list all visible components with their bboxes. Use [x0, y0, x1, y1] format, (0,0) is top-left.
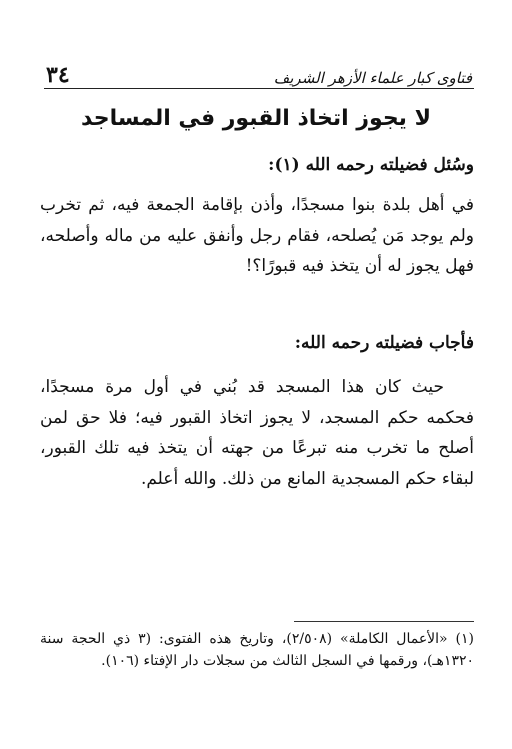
- page-number: ٣٤: [46, 62, 70, 88]
- chapter-title: لا يجوز اتخاذ القبور في المساجد: [81, 106, 431, 131]
- running-header: [46, 58, 472, 86]
- header-title: فتاوى كبار علماء الأزهر الشريف: [273, 69, 472, 87]
- question-label: وسُئل فضيلته رحمه الله (١):: [268, 155, 474, 175]
- answer-label: فأجاب فضيلته رحمه الله:: [294, 333, 474, 353]
- header-rule: [44, 88, 474, 89]
- question-text: في أهل بلدة بنوا مسجدًا، وأذن بإقامة الجمعة فيه، ثم تخرب ولم يوجد مَن يُصلحه، فقام رجل وأنفق عليه من ماله وأصلحه، فهل يجوز له أن يتخذ فيه قبورًا؟!: [40, 195, 474, 276]
- footnote-rule: [294, 621, 474, 622]
- answer-text: حيث كان هذا المسجد قد بُني في أول مرة مسجدًا، فحكمه حكم المسجد، لا يجوز اتخاذ القبور فيه؛ فلا حق لمن أصلح ما تخرب منه تبرعًا من جهته أن يتخذ فيه تلك القبور، لبقاء حكم المسجدية المانع من ذلك. والله أعلم.: [40, 377, 474, 489]
- footnote: (١) «الأعمال الكاملة» (٢/٥٠٨)، وتاريخ هذه الفتوى: (٣ ذي الحجة سنة ١٣٢٠هـ)، ورقمها في السجل الثالث من سجلات دار الإفتاء (١٠٦).: [40, 631, 474, 669]
